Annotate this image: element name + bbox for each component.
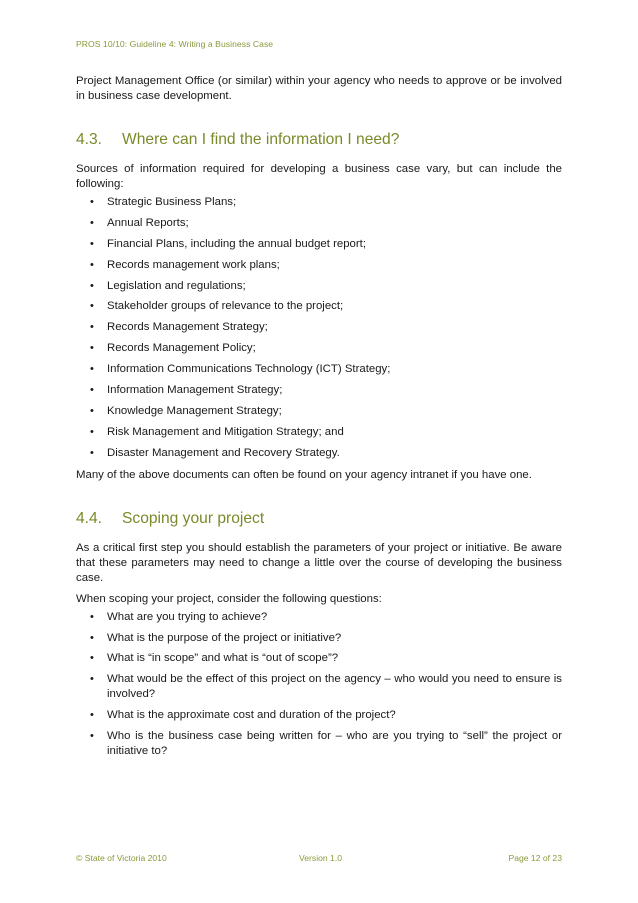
section-title: Where can I find the information I need?	[122, 131, 400, 148]
bullet-icon: •	[90, 237, 94, 250]
footer-page-number: Page 12 of 23	[508, 853, 562, 863]
section-lead-paragraph: Sources of information required for developing a business case vary, but can include the following:	[76, 163, 562, 190]
list-item	[76, 708, 562, 723]
scoping-paragraph: As a critical first step you should establish the parameters of your project or initiative. Be aware that these parameters may need to change a little over the course of developing the business case.	[76, 541, 562, 584]
bullet-icon: •	[90, 279, 94, 292]
list-item	[76, 425, 562, 440]
list-item-text: Records Management Policy;	[107, 342, 256, 355]
list-item-text: Stakeholder groups of relevance to the project;	[107, 300, 344, 313]
bullet-icon: •	[90, 363, 94, 376]
bullet-icon: •	[90, 730, 94, 743]
list-item-text: Disaster Management and Recovery Strategy.	[107, 446, 340, 459]
bullet-icon: •	[90, 216, 94, 229]
list-item	[76, 631, 562, 646]
bullet-icon: •	[90, 425, 94, 438]
list-item	[76, 299, 562, 314]
bullet-icon: •	[90, 610, 94, 623]
list-item-text: What is the approximate cost and duration of the project?	[107, 709, 396, 722]
page-content	[76, 74, 562, 765]
bullet-icon: •	[90, 673, 94, 686]
scoping-questions-lead: When scoping your project, consider the following questions:	[76, 592, 382, 605]
closing-paragraph: Many of the above documents can often be found on your agency intranet if you have one.	[76, 468, 532, 481]
list-item-text: Annual Reports;	[107, 216, 189, 229]
intro-paragraph: Project Management Office (or similar) within your agency who needs to approve or be involved in business case development.	[76, 75, 562, 102]
list-item-text: Financial Plans, including the annual budget report;	[107, 237, 366, 250]
section-number: 4.3.	[76, 131, 103, 148]
section-heading-4-3	[76, 131, 562, 149]
bullet-icon: •	[90, 404, 94, 417]
section-number: 4.4.	[76, 509, 103, 527]
running-header: PROS 10/10: Guideline 4: Writing a Business Case	[76, 39, 274, 49]
section-title: Scoping your project	[122, 509, 265, 527]
list-item-text: What is the purpose of the project or initiative?	[107, 631, 342, 644]
bullet-icon: •	[90, 446, 94, 459]
list-item-text: Knowledge Management Strategy;	[107, 404, 282, 417]
list-item-text: Risk Management and Mitigation Strategy; and	[107, 425, 344, 438]
footer-version: Version 1.0	[299, 853, 342, 863]
list-item	[76, 237, 562, 252]
list-item	[76, 729, 562, 759]
scoping-questions-list	[76, 610, 562, 759]
bullet-icon: •	[90, 342, 94, 355]
list-item	[76, 362, 562, 377]
bullet-icon: •	[90, 321, 94, 334]
list-item	[76, 446, 562, 461]
list-item	[76, 195, 562, 210]
list-item-text: Records Management Strategy;	[107, 321, 268, 334]
list-item-text: What is “in scope” and what is “out of scope”?	[107, 652, 339, 665]
list-item-text: Records management work plans;	[107, 258, 280, 271]
list-item	[76, 383, 562, 398]
bullet-icon: •	[90, 384, 94, 397]
list-item	[76, 320, 562, 335]
list-item-text: Strategic Business Plans;	[107, 196, 237, 208]
bullet-icon: •	[90, 196, 94, 208]
list-item-text: What are you trying to achieve?	[107, 610, 268, 623]
list-item-text: Who is the business case being written for – who are you trying to “sell” the project or initiative to?	[107, 730, 562, 758]
list-item	[76, 216, 562, 231]
list-item	[76, 279, 562, 294]
bullet-icon: •	[90, 258, 94, 271]
list-item	[76, 404, 562, 419]
list-item	[76, 672, 562, 702]
list-item	[76, 651, 562, 666]
list-item	[76, 258, 562, 273]
bullet-icon: •	[90, 709, 94, 722]
list-item-text: Legislation and regulations;	[107, 279, 246, 292]
list-item-text: Information Management Strategy;	[107, 384, 283, 397]
list-item	[76, 341, 562, 356]
list-item-text: Information Communications Technology (ICT) Strategy;	[107, 363, 391, 376]
list-item-text: What would be the effect of this project on the agency – who would you need to ensure is involved?	[107, 673, 562, 701]
section-heading-4-4	[76, 510, 562, 528]
footer-copyright: © State of Victoria 2010	[76, 853, 167, 863]
bullet-icon: •	[90, 300, 94, 313]
list-item	[76, 610, 562, 625]
bullet-icon: •	[90, 631, 94, 644]
bullet-icon: •	[90, 652, 94, 665]
sources-list	[76, 195, 562, 461]
